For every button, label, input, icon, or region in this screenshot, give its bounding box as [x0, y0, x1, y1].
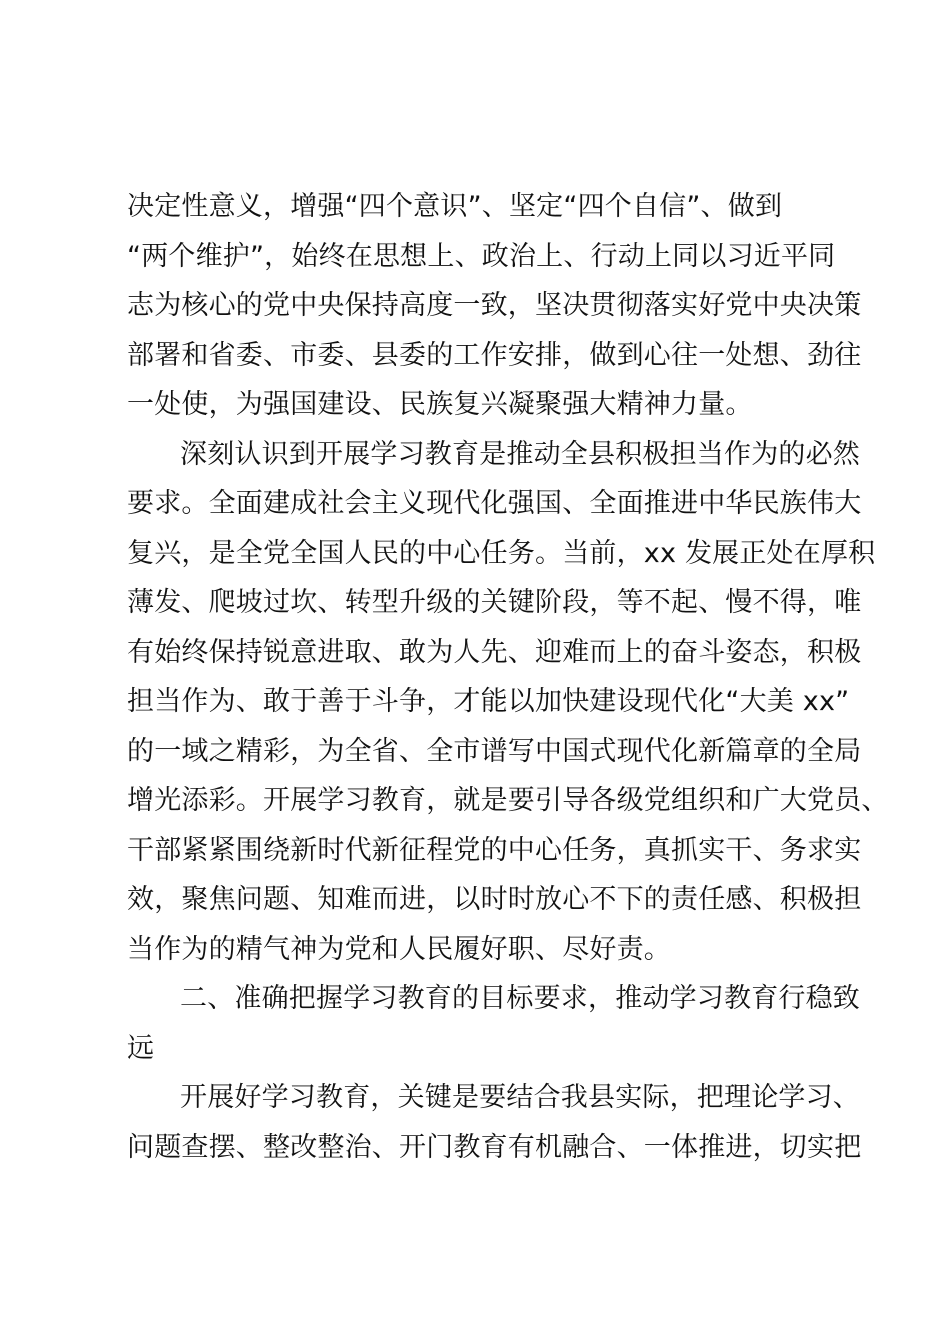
- text-line: 复兴，是全党全国人民的中心任务。当前，xx 发展正处在厚积: [127, 537, 876, 569]
- text-line: 有始终保持锐意进取、敢为人先、迎难而上的奋斗姿态，积极: [127, 636, 862, 668]
- text-line: 问题查摆、整改整治、开门教育有机融合、一体推进，切实把: [127, 1131, 862, 1163]
- heading-line: 远: [127, 1032, 155, 1064]
- paragraph-1: [127, 182, 862, 430]
- text-line: 深刻认识到开展学习教育是推动全县积极担当作为的必然: [180, 438, 860, 470]
- text-line: 当作为的精气神为党和人民履好职、尽好责。: [127, 933, 671, 965]
- text-line: 效，聚焦问题、知难而进，以时时放心不下的责任感、积极担: [127, 884, 862, 915]
- text-line: 决定性意义，增强“四个意识”、坚定“四个自信”、做到: [127, 191, 783, 222]
- text-line: 开展好学习教育，关键是要结合我县实际，把理论学习、: [180, 1082, 860, 1113]
- text-line: 一处使，为强国建设、民族复兴凝聚强大精神力量。: [127, 389, 753, 420]
- section-heading-2: [127, 974, 860, 1073]
- heading-line: 二、准确把握学习教育的目标要求，推动学习教育行稳致: [180, 983, 860, 1014]
- text-line: 增光添彩。开展学习教育，就是要引导各级党组织和广大党员、: [127, 785, 889, 816]
- paragraph-2: [127, 430, 889, 975]
- text-line: 担当作为、敢于善于斗争，才能以加快建设现代化“大美 xx”: [127, 686, 850, 717]
- document-body: [127, 182, 889, 1172]
- text-line: 干部紧紧围绕新时代新征程党的中心任务，真抓实干、务求实: [127, 834, 862, 866]
- text-line: 部署和省委、市委、县委的工作安排，做到心往一处想、劲往: [127, 339, 862, 371]
- text-line: 的一域之精彩，为全省、全市谱写中国式现代化新篇章的全局: [127, 735, 862, 767]
- text-line: 志为核心的党中央保持高度一致，坚决贯彻落实好党中央决策: [127, 290, 862, 321]
- text-line: 要求。全面建成社会主义现代化强国、全面推进中华民族伟大: [127, 488, 862, 519]
- text-line: 薄发、爬坡过坎、转型升级的关键阶段，等不起、慢不得，唯: [127, 587, 862, 618]
- paragraph-3: [127, 1073, 862, 1172]
- text-line: “两个维护”，始终在思想上、政治上、行动上同以习近平同: [127, 240, 836, 272]
